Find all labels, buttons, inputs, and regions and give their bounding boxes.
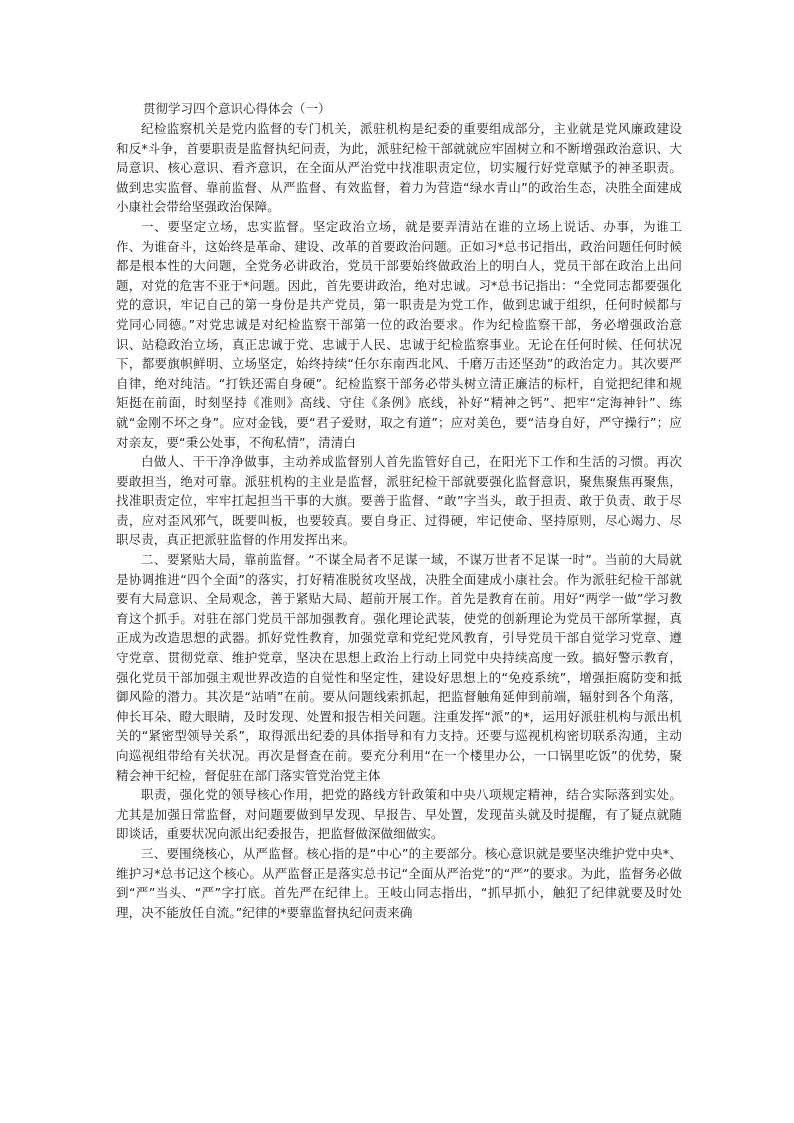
paragraph-section-1: 一、要坚定立场，忠实监督。坚定政治立场，就是要弄清站在谁的立场上说话、办事，为谁工作、为谁奋斗，这始终是革命、建设、改革的首要政治问题。正如习*总书记指出，政治问题任何时候都是根本性的大问题，全党务必讲政治，党员干部要始终做政治上的明白人，党员干部在政治上出问题，对党的危害不亚于*问题。因此，首先要讲政治，绝对忠诚。习*总书记指出：“全党同志都要强化党的意识，牢记自己的第一身份是共产党员，第一职责是为党工作，做到忠诚于组织，任何时候都与党同心同德。”对党忠诚是对纪检监察干部第一位的政治要求。作为纪检监察干部，务必增强政治意识、站稳政治立场，真正忠诚于党、忠诚于人民、忠诚于纪检监察事业。无论在任何时候、任何状况下，都要旗帜鲜明、立场坚定，始终持续“任尔东南西北风、千磨万击还坚劲”的政治定力。其次要严自律，绝对纯洁。“打铁还需自身硬”。纪检监察干部务必带头树立清正廉洁的标杆，自觉把纪律和规矩挺在前面，时刻坚持《准则》高线、守住《条例》底线，补好“精神之钙”、把牢“定海神针”、练就“金刚不坏之身”。应对金钱，要“君子爱财，取之有道”；应对美色，要“洁身自好，严守操行”；应对亲友，要“秉公处事，不徇私情”，清清白 bbox=[116, 218, 682, 450]
paragraph-section-3: 三、要围绕核心，从严监督。核心指的是“中心”的主要部分。核心意识就是要坚决维护党中央*、维护习*总书记这个核心。从严监督正是落实总书记“全面从严治党”的“严”的要求。为此，监督务必做到“严”当头、“严”字打底。首先严在纪律上。王岐山同志指出，“抓早抓小，触犯了纪律就要及时处理，决不能放任自流。”纪律的*要靠监督执纪问责来确 bbox=[116, 845, 682, 920]
paragraph-intro: 纪检监察机关是党内监督的专门机关，派驻机构是纪委的重要组成部分，主业就是党风廉政建设和反*斗争，首要职责是监督执纪问责，为此，派驻纪检干部就就应牢固树立和不断增强政治意识、大局意识、核心意识、看齐意识，在全面从严治党中找准职责定位，切实履行好党章赋予的神圣职责。做到忠实监督、靠前监督、从严监督、有效监督，着力为营造“绿水青山”的政治生态，决胜全面建成小康社会带给坚强政治保障。 bbox=[116, 121, 682, 215]
paragraph-section-2: 二、要紧贴大局，靠前监督。“不谋全局者不足谋一域，不谋万世者不足谋一时”。当前的大局就是协调推进“四个全面”的落实，打好精准脱贫攻坚战，决胜全面建成小康社会。作为派驻纪检干部就要有大局意识、全局观念，善于紧贴大局、超前开展工作。首先是教育在前。用好“两学一做”学习教育这个抓手。对驻在部门党员干部加强教育。强化理论武装，使党的创新理论为党员干部所掌握，真正成为改造思想的武器。抓好党性教育，加强党章和党纪党风教育，引导党员干部自觉学习党章、遵守党章、贯彻党章、维护党章，坚决在思想上政治上行动上同党中央持续高度一致。搞好警示教育，强化党员干部加强主观世界改造的自觉性和坚定性，建设好思想上的“免疫系统”，增强拒腐防变和抵御风险的潜力。其次是“站哨”在前。要从问题线索抓起，把监督触角延伸到前端，辐射到各个角落，伸长耳朵、瞪大眼睛，及时发现、处置和报告相关问题。注重发挥“派”的*，运用好派驻机构与派出机关的“紧密型领导关系”，取得派出纪委的具体指导和有力支持。还要与巡视机构密切联系沟通，主动向巡视组带给有关状况。再次是督查在前。要充分利用“在一个楼里办公，一口锅里吃饭”的优势，聚精会神干纪检，督促驻在部门落实管党治党主体 bbox=[116, 552, 682, 783]
paragraph-section-2-continued: 职责，强化党的领导核心作用，把党的路线方针政策和中央八项规定精神，结合实际落到实处。尤其是加强日常监督，对问题要做到早发现、早报告、早处置，发现苗头就及时提醒，有了疑点就随即谈话，重要状况向派出纪委报告，把监督做深做细做实。 bbox=[116, 787, 682, 842]
document-body bbox=[116, 98, 682, 922]
paragraph-section-1-continued: 白做人、干干净净做事，主动养成监督别人首先监管好自己，在阳光下工作和生活的习惯。再次要敢担当，绝对可靠。派驻机构的主业是监督，派驻纪检干部就要强化监督意识，聚焦聚焦再聚焦，找准职责定位，牢牢扛起担当干事的大旗。要善于监督、“敢”字当头，敢于担责、敢于负责、敢于尽责，应对歪风邪气，既要叫板，也要较真。要自身正、过得硬，牢记使命、坚持原则，尽心竭力、尽职尽责，真正把派驻监督的作用发挥出来。 bbox=[116, 454, 682, 548]
document-title: 贯彻学习四个意识心得体会（一） bbox=[143, 101, 331, 116]
